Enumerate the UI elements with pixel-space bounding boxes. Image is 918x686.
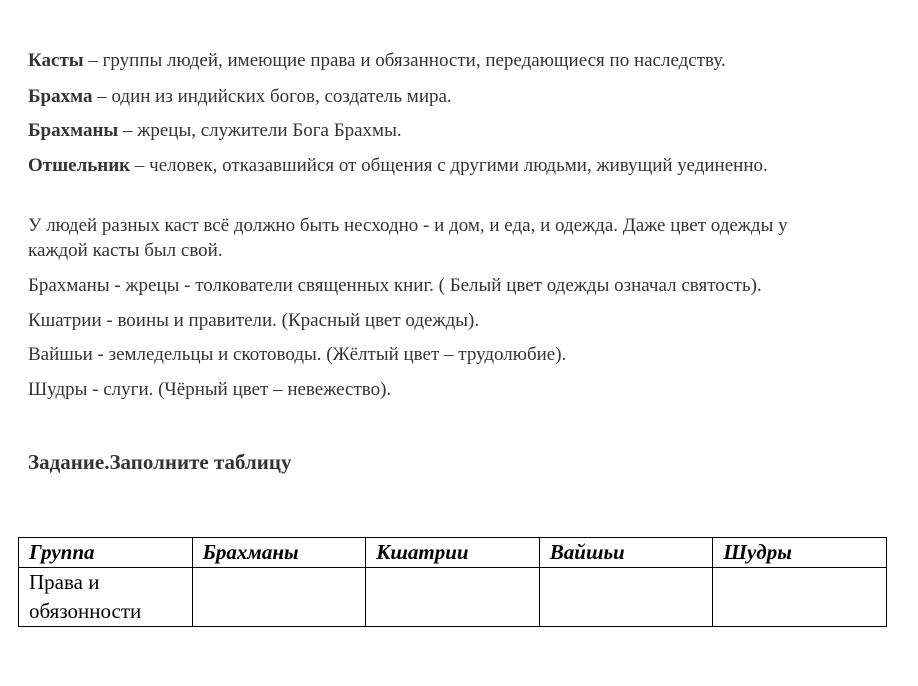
definition-text: – один из индийских богов, создатель мира. bbox=[92, 86, 452, 107]
definition-term: Отшельник bbox=[28, 155, 131, 176]
table-cell-vaishyas[interactable] bbox=[539, 568, 713, 627]
definition-brahma bbox=[28, 84, 898, 109]
definition-text: – жрецы, служители Бога Брахмы. bbox=[118, 120, 402, 141]
task-title: Задание.Заполните таблицу bbox=[28, 450, 292, 474]
table-header-group: Группа bbox=[19, 538, 193, 568]
definition-term: Касты bbox=[28, 50, 84, 71]
caste-table bbox=[18, 537, 887, 627]
table-cell-kshatriyas[interactable] bbox=[366, 568, 540, 627]
definition-hermit bbox=[28, 153, 788, 178]
definition-text: – группы людей, имеющие права и обязанности, передающиеся по наследству. bbox=[83, 50, 726, 71]
table-header-shudras: Шудры bbox=[713, 538, 887, 568]
definition-castes bbox=[28, 48, 898, 73]
definition-text: – человек, отказавшийся от общения с другими людьми, живущий уединенно. bbox=[130, 155, 768, 176]
table-row bbox=[19, 568, 887, 627]
table-cell-brahmins[interactable] bbox=[192, 568, 366, 627]
paragraph-shudras: Шудры - слуги. (Чёрный цвет – невежество). bbox=[28, 379, 392, 400]
table-header-row bbox=[19, 538, 887, 568]
table-cell-shudras[interactable] bbox=[713, 568, 887, 627]
paragraph-brahmins: Брахманы - жрецы - толкователи священных книг. ( Белый цвет одежды означал святость). bbox=[28, 275, 762, 296]
table-row-label: Права и обязонности bbox=[19, 568, 193, 627]
definition-term: Брахманы bbox=[28, 120, 119, 141]
definition-brahmins bbox=[28, 118, 898, 143]
table-header-brahmins: Брахманы bbox=[192, 538, 366, 568]
paragraph-kshatriyas: Кшатрии - воины и правители. (Красный цвет одежды). bbox=[28, 310, 480, 331]
paragraph-vaishyas: Вайшьи - земледельцы и скотоводы. (Жёлтый цвет – трудолюбие). bbox=[28, 344, 567, 365]
table-header-kshatriyas: Кшатрии bbox=[366, 538, 540, 568]
table-header-vaishyas: Вайшьи bbox=[539, 538, 713, 568]
paragraph-caste-differences: У людей разных каст всё должно быть несходно - и дом, и еда, и одежда. Даже цвет одежды у каждой касты был свой. bbox=[28, 215, 788, 261]
definition-term: Брахма bbox=[28, 86, 93, 107]
